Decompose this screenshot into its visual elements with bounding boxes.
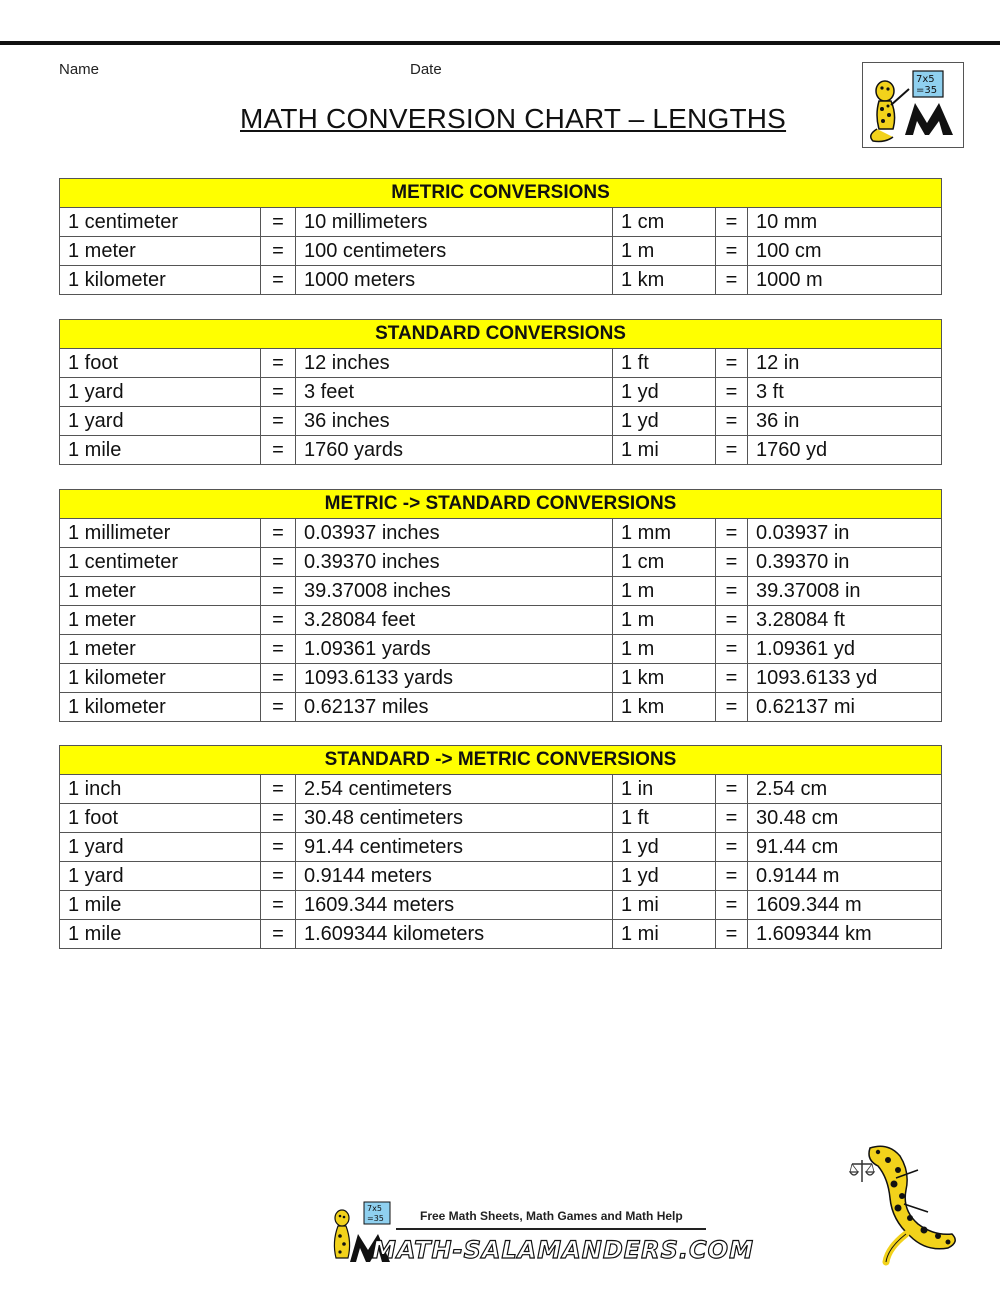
table-row xyxy=(60,577,942,606)
cell-unit: 1 yard xyxy=(60,378,261,407)
cell-equals: = xyxy=(716,606,748,635)
logo-board-bottom: =35 xyxy=(916,85,938,96)
cell-unit: 1 foot xyxy=(60,804,261,833)
cell-equals: = xyxy=(716,833,748,862)
cell-equals: = xyxy=(261,664,296,693)
cell-unit: 1 yard xyxy=(60,862,261,891)
cell-value: 0.9144 meters xyxy=(296,862,613,891)
cell-value: 39.37008 inches xyxy=(296,577,613,606)
cell-unit: 1 yard xyxy=(60,407,261,436)
cell-unit: 1 mile xyxy=(60,920,261,949)
cell-value-abbr: 12 in xyxy=(748,349,942,378)
cell-unit-abbr: 1 m xyxy=(613,237,716,266)
cell-unit: 1 inch xyxy=(60,775,261,804)
cell-value: 100 centimeters xyxy=(296,237,613,266)
cell-value: 36 inches xyxy=(296,407,613,436)
cell-unit-abbr: 1 mi xyxy=(613,920,716,949)
cell-value-abbr: 1.09361 yd xyxy=(748,635,942,664)
cell-unit-abbr: 1 m xyxy=(613,635,716,664)
table-row xyxy=(60,407,942,436)
table-row xyxy=(60,548,942,577)
page-title: MATH CONVERSION CHART – LENGTHS xyxy=(240,103,787,134)
footer-tagline: Free Math Sheets, Math Games and Math Help xyxy=(420,1209,683,1223)
footer-logo-board-top: 7x5 xyxy=(367,1204,382,1213)
cell-equals: = xyxy=(716,407,748,436)
cell-unit: 1 meter xyxy=(60,606,261,635)
cell-equals: = xyxy=(261,577,296,606)
table-row xyxy=(60,833,942,862)
cell-equals: = xyxy=(716,349,748,378)
cell-unit: 1 centimeter xyxy=(60,548,261,577)
cell-equals: = xyxy=(261,693,296,722)
cell-value-abbr: 0.62137 mi xyxy=(748,693,942,722)
cell-unit-abbr: 1 yd xyxy=(613,407,716,436)
table-title: METRIC -> STANDARD CONVERSIONS xyxy=(60,490,942,519)
cell-value: 1093.6133 yards xyxy=(296,664,613,693)
cell-value: 91.44 centimeters xyxy=(296,833,613,862)
top-rule xyxy=(0,41,1000,45)
cell-unit-abbr: 1 yd xyxy=(613,833,716,862)
table-row xyxy=(60,664,942,693)
cell-value: 30.48 centimeters xyxy=(296,804,613,833)
table-row xyxy=(60,804,942,833)
cell-equals: = xyxy=(716,804,748,833)
cell-equals: = xyxy=(261,208,296,237)
table-row xyxy=(60,436,942,465)
salamander-scales-icon xyxy=(848,1138,976,1266)
cell-unit-abbr: 1 in xyxy=(613,775,716,804)
cell-equals: = xyxy=(716,208,748,237)
cell-equals: = xyxy=(261,436,296,465)
cell-equals: = xyxy=(716,775,748,804)
cell-unit: 1 millimeter xyxy=(60,519,261,548)
table-row xyxy=(60,775,942,804)
cell-value: 2.54 centimeters xyxy=(296,775,613,804)
cell-equals: = xyxy=(716,577,748,606)
footer-logo-board-bottom: =35 xyxy=(367,1214,384,1223)
cell-value-abbr: 3.28084 ft xyxy=(748,606,942,635)
table-row xyxy=(60,237,942,266)
cell-unit-abbr: 1 ft xyxy=(613,804,716,833)
table-row xyxy=(60,519,942,548)
salamander-logo-icon xyxy=(863,63,963,147)
cell-value-abbr: 1609.344 m xyxy=(748,891,942,920)
table-row xyxy=(60,862,942,891)
name-label: Name xyxy=(59,61,100,78)
logo-board-top: 7x5 xyxy=(916,74,935,85)
cell-unit: 1 mile xyxy=(60,891,261,920)
table-row xyxy=(60,378,942,407)
cell-unit-abbr: 1 km xyxy=(613,664,716,693)
cell-value-abbr: 1760 yd xyxy=(748,436,942,465)
cell-equals: = xyxy=(716,664,748,693)
footer-site-link[interactable]: MATH-SALAMANDERS.COM xyxy=(372,1236,754,1264)
cell-equals: = xyxy=(261,519,296,548)
cell-value: 10 millimeters xyxy=(296,208,613,237)
table-title: STANDARD CONVERSIONS xyxy=(60,320,942,349)
cell-unit: 1 centimeter xyxy=(60,208,261,237)
cell-equals: = xyxy=(261,237,296,266)
table-row xyxy=(60,606,942,635)
cell-value-abbr: 30.48 cm xyxy=(748,804,942,833)
cell-equals: = xyxy=(716,519,748,548)
cell-equals: = xyxy=(716,891,748,920)
cell-value: 1000 meters xyxy=(296,266,613,295)
metric-conversions-table xyxy=(59,178,942,295)
cell-unit-abbr: 1 km xyxy=(613,693,716,722)
cell-unit: 1 meter xyxy=(60,635,261,664)
cell-value: 0.62137 miles xyxy=(296,693,613,722)
cell-unit: 1 meter xyxy=(60,237,261,266)
header-logo xyxy=(862,62,964,148)
cell-equals: = xyxy=(716,862,748,891)
cell-equals: = xyxy=(716,237,748,266)
cell-unit: 1 foot xyxy=(60,349,261,378)
cell-equals: = xyxy=(261,635,296,664)
cell-equals: = xyxy=(261,862,296,891)
cell-value-abbr: 91.44 cm xyxy=(748,833,942,862)
cell-unit: 1 mile xyxy=(60,436,261,465)
table-title: METRIC CONVERSIONS xyxy=(60,179,942,208)
table-row xyxy=(60,635,942,664)
cell-value: 1.09361 yards xyxy=(296,635,613,664)
cell-unit: 1 yard xyxy=(60,833,261,862)
cell-value: 12 inches xyxy=(296,349,613,378)
cell-equals: = xyxy=(716,378,748,407)
cell-value-abbr: 2.54 cm xyxy=(748,775,942,804)
date-label: Date xyxy=(410,61,442,78)
table-row xyxy=(60,208,942,237)
table-row xyxy=(60,693,942,722)
cell-value: 0.03937 inches xyxy=(296,519,613,548)
cell-equals: = xyxy=(716,920,748,949)
cell-equals: = xyxy=(261,349,296,378)
cell-unit-abbr: 1 ft xyxy=(613,349,716,378)
cell-equals: = xyxy=(261,804,296,833)
cell-value: 3.28084 feet xyxy=(296,606,613,635)
cell-unit-abbr: 1 mi xyxy=(613,436,716,465)
cell-equals: = xyxy=(716,693,748,722)
cell-value: 0.39370 inches xyxy=(296,548,613,577)
cell-unit-abbr: 1 m xyxy=(613,577,716,606)
metric-to-standard-table xyxy=(59,489,942,722)
cell-value: 1609.344 meters xyxy=(296,891,613,920)
cell-unit-abbr: 1 mi xyxy=(613,891,716,920)
cell-value-abbr: 3 ft xyxy=(748,378,942,407)
cell-value-abbr: 36 in xyxy=(748,407,942,436)
cell-equals: = xyxy=(261,920,296,949)
cell-unit-abbr: 1 km xyxy=(613,266,716,295)
cell-equals: = xyxy=(261,266,296,295)
cell-value: 3 feet xyxy=(296,378,613,407)
footer-rule xyxy=(396,1228,706,1230)
standard-conversions-table xyxy=(59,319,942,465)
cell-equals: = xyxy=(716,436,748,465)
cell-equals: = xyxy=(261,606,296,635)
cell-equals: = xyxy=(261,775,296,804)
cell-value-abbr: 0.03937 in xyxy=(748,519,942,548)
cell-equals: = xyxy=(716,635,748,664)
cell-unit: 1 meter xyxy=(60,577,261,606)
cell-unit-abbr: 1 yd xyxy=(613,378,716,407)
cell-unit: 1 kilometer xyxy=(60,664,261,693)
cell-value-abbr: 100 cm xyxy=(748,237,942,266)
table-row xyxy=(60,266,942,295)
cell-value-abbr: 10 mm xyxy=(748,208,942,237)
cell-unit-abbr: 1 m xyxy=(613,606,716,635)
table-row xyxy=(60,349,942,378)
cell-unit: 1 kilometer xyxy=(60,266,261,295)
cell-value-abbr: 39.37008 in xyxy=(748,577,942,606)
cell-unit: 1 kilometer xyxy=(60,693,261,722)
cell-unit-abbr: 1 yd xyxy=(613,862,716,891)
cell-equals: = xyxy=(261,833,296,862)
cell-equals: = xyxy=(261,378,296,407)
cell-value-abbr: 0.9144 m xyxy=(748,862,942,891)
standard-to-metric-table xyxy=(59,745,942,949)
cell-equals: = xyxy=(261,891,296,920)
cell-value-abbr: 1000 m xyxy=(748,266,942,295)
cell-unit-abbr: 1 cm xyxy=(613,208,716,237)
cell-value: 1760 yards xyxy=(296,436,613,465)
cell-equals: = xyxy=(716,548,748,577)
cell-unit-abbr: 1 cm xyxy=(613,548,716,577)
table-row xyxy=(60,920,942,949)
cell-unit-abbr: 1 mm xyxy=(613,519,716,548)
cell-value: 1.609344 kilometers xyxy=(296,920,613,949)
cell-equals: = xyxy=(261,407,296,436)
cell-value-abbr: 0.39370 in xyxy=(748,548,942,577)
table-title: STANDARD -> METRIC CONVERSIONS xyxy=(60,746,942,775)
cell-value-abbr: 1.609344 km xyxy=(748,920,942,949)
table-row xyxy=(60,891,942,920)
cell-equals: = xyxy=(716,266,748,295)
cell-equals: = xyxy=(261,548,296,577)
cell-value-abbr: 1093.6133 yd xyxy=(748,664,942,693)
